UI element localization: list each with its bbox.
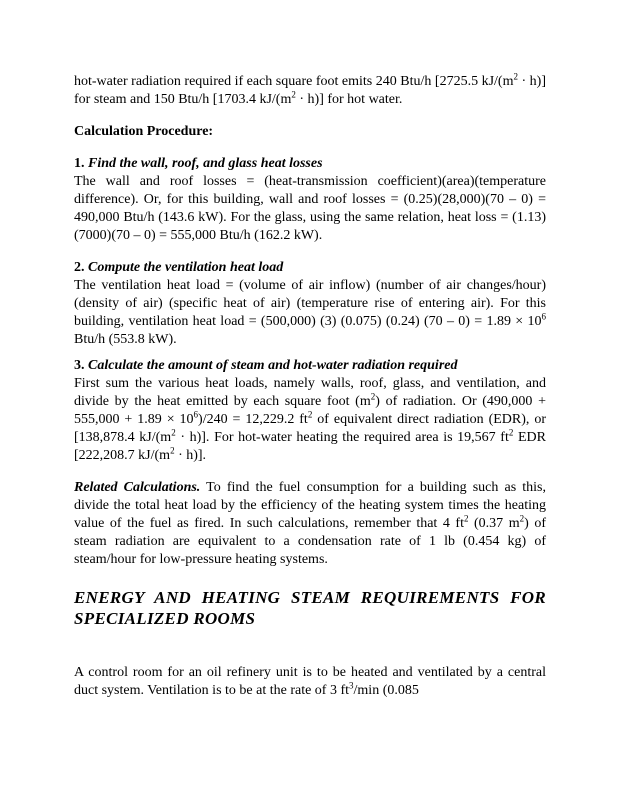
related-calculations-paragraph: Related Calculations. To find the fuel consumption for a building such as this, divide the total heat load by the efficiency of the heating system times the heating value of the fuel as fired. In such calculations, remember that 4 $ft^2$ (0.37 $m^2$) of steam radiation are equivalent to a condensation rate of 1 lb (0.454 kg) of steam/hour for low-pressure heating systems. bbox=[74, 480, 546, 567]
step-1-text: The wall and roof losses = (heat-transmission coefficient)(area)(temperature difference). Or, for this building, wall and roof losses = (0.25)(28,000)(70 – 0) = 490,000 Btu/h (143.6 kW). For the glass, using the same relation, heat loss = (1.13)(7000)(70 – 0) = 555,000 Btu/h (162.2 kW). bbox=[74, 174, 546, 243]
step-2 bbox=[74, 259, 546, 349]
step-3-text: First sum the various heat loads, namely walls, roof, glass, and ventilation, and divide by the heat emitted by each square foot $(m^2)$ of radiation. Or $(490,000 + 555,000 + 1.89 \times 10^6)/240 = 12,229.2$ $ft^2$ of equivalent direct radiation (EDR), or [138,878.4 $kJ/(m^2 \cdot h)$]. For hot-water heating the required area is 19,567 $ft^2$ EDR [222,208.7 $kJ/(m^2 \cdot h)$]. bbox=[74, 376, 547, 463]
step-3 bbox=[74, 357, 546, 465]
step-1-title: 1. Find the wall, roof, and glass heat losses bbox=[74, 156, 323, 171]
related-calculations-title: Related Calculations. bbox=[74, 480, 201, 495]
section-title: ENERGY AND HEATING STEAM REQUIREMENTS FOR SPECIALIZED ROOMS bbox=[74, 588, 546, 628]
step-1 bbox=[74, 155, 546, 245]
step-3-title: 3. Calculate the amount of steam and hot-water radiation required bbox=[74, 358, 458, 373]
step-2-title: 2. Compute the ventilation heat load bbox=[74, 260, 284, 275]
document-page bbox=[74, 73, 546, 700]
final-paragraph: A control room for an oil refinery unit is to be heated and ventilated by a central duct system. Ventilation is to be at the rate of 3 $ft^3/\min$ (0.085 bbox=[74, 665, 546, 698]
intro-paragraph: hot-water radiation required if each square foot emits 240 Btu/h [2725.5 $kJ/(m^2 \cdot h)$] for steam and 150 Btu/h [1703.4 $kJ/(m^2 \cdot h)$] for hot water. bbox=[74, 71, 546, 107]
procedure-heading: Calculation Procedure: bbox=[74, 124, 214, 139]
step-2-text: The ventilation heat load = (volume of air inflow) (number of air changes/hour) (density of air) (specific heat of air) (temperature rise of entering air). For this building, ventilation heat load = (500,000) (3) (0.075) (0.24) $(70 - 0) = 1.89 \times 10^6$ Btu/h (553.8 kW). bbox=[74, 278, 546, 347]
